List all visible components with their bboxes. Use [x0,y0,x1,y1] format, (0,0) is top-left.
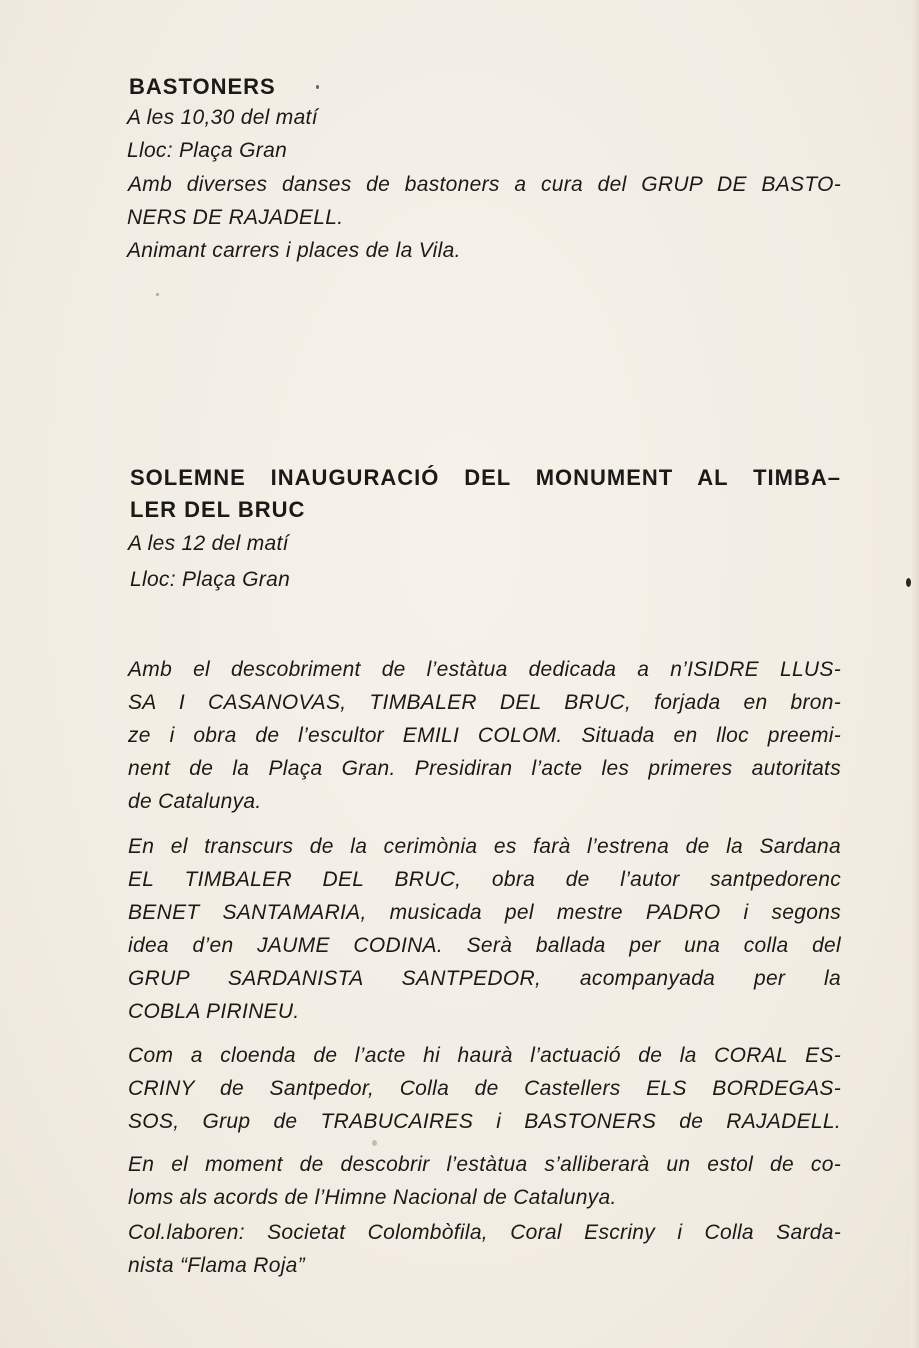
para4-line: loms als acords de l’Himne Nacional de Catalunya. [128,1186,617,1209]
section-title-bastoners: BASTONERS [129,74,276,99]
para2-line: idea d’en JAUME CODINA. Serà ballada per una colla del [128,934,841,957]
section2-time: A les 12 del matí [128,532,289,555]
para2-line: BENET SANTAMARIA, musicada pel mestre PADRO i segons [128,901,841,924]
para1-line: de Catalunya. [128,790,262,813]
section2-place: Lloc: Plaça Gran [130,568,291,591]
para1-line: Amb el descobriment de l’estàtua dedicada a n’ISIDRE LLUS- [128,658,841,681]
paper-speck [156,293,159,296]
para3-line: SOS, Grup de TRABUCAIRES i BASTONERS de RAJADELL. [128,1110,841,1133]
para3-line: CRINY de Santpedor, Colla de Castellers ELS BORDEGAS- [128,1077,841,1100]
page-edge [911,0,919,1348]
paper-speck [316,85,319,89]
para3-line: Com a cloenda de l’acte hi haurà l’actuació de la CORAL ES- [128,1044,841,1067]
para2-line: En el transcurs de la cerimònia es farà l’estrena de la Sardana [128,835,841,858]
paper-speck [372,1140,377,1146]
para4-line: En el moment de descobrir l’estàtua s’alliberarà un estol de co- [128,1153,841,1176]
section1-desc-line: Amb diverses danses de bastoners a cura del GRUP DE BASTO- [128,173,841,196]
para1-line: ze i obra de l’escultor EMILI COLOM. Situada en lloc preemi- [128,724,841,747]
section-title-inauguracio-cont: LER DEL BRUC [130,497,306,522]
para4-line: nista “Flama Roja” [128,1254,305,1277]
section1-time: A les 10,30 del matí [127,106,318,129]
para2-line: GRUP SARDANISTA SANTPEDOR, acompanyada per la [128,967,841,990]
section-title-inauguracio: SOLEMNE INAUGURACIÓ DEL MONUMENT AL TIMBA– [130,465,841,490]
para2-line: COBLA PIRINEU. [128,1000,300,1023]
section1-desc-line: NERS DE RAJADELL. [127,206,344,229]
paper-mark [906,578,911,587]
para4-line: Col.laboren: Societat Colombòfila, Coral Escriny i Colla Sarda- [128,1221,841,1244]
para1-line: nent de la Plaça Gran. Presidiran l’acte les primeres autoritats [128,757,841,780]
section1-extra: Animant carrers i places de la Vila. [127,239,461,262]
para1-line: SA I CASANOVAS, TIMBALER DEL BRUC, forjada en bron- [128,691,841,714]
para2-line: EL TIMBALER DEL BRUC, obra de l’autor santpedorenc [128,868,841,891]
section1-place: Lloc: Plaça Gran [127,139,288,162]
